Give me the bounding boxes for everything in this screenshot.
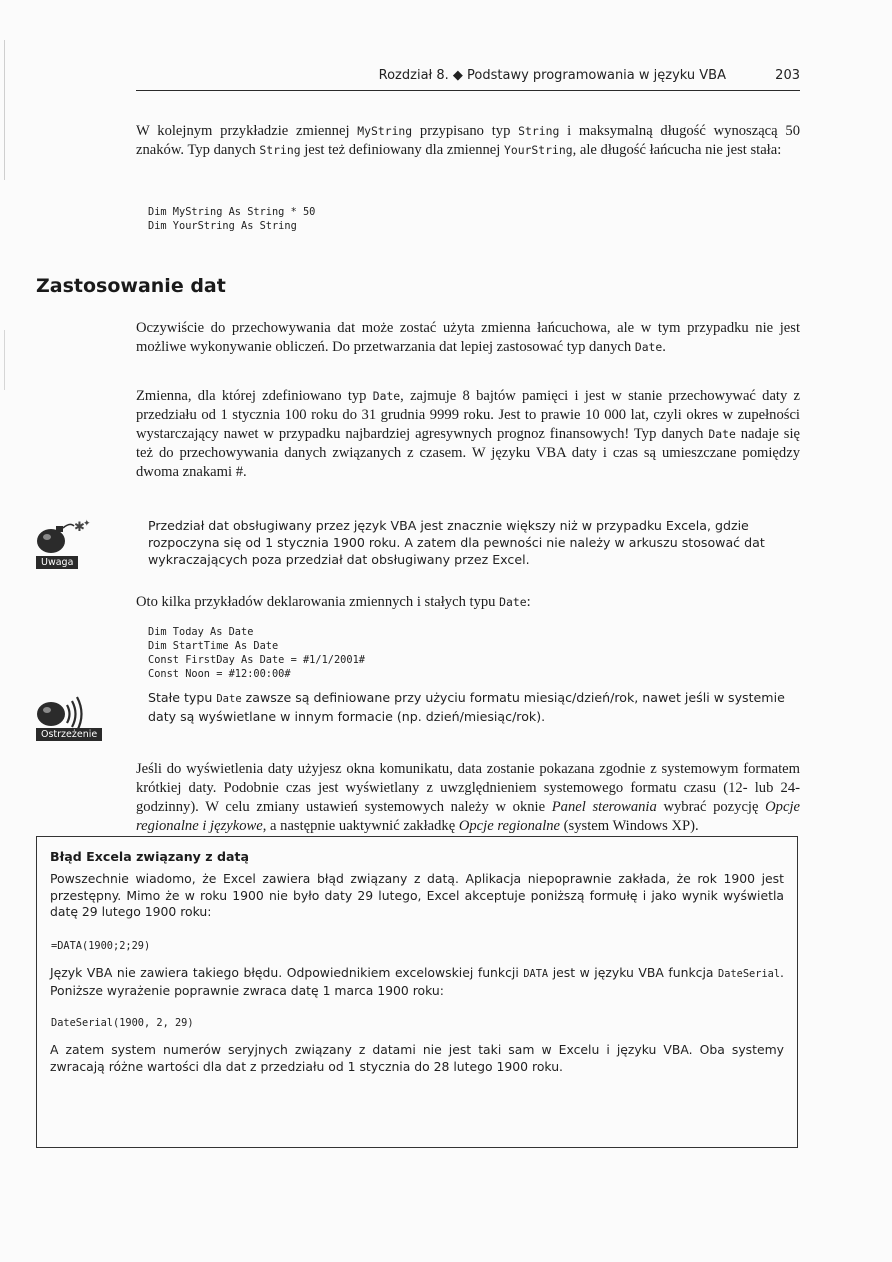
code-block-date: Dim Today As Date Dim StartTime As Date Const FirstDay As Date = #1/1/2001# Const Noon = #12:00:00# xyxy=(148,626,365,680)
note-text: Stałe typu Date zawsze są definiowane przy użyciu formatu miesiąc/dzień/rok, nawet jeśli w systemie daty są wyświetlane w innym formacie (np. dzień/miesiąc/rok). xyxy=(148,690,785,724)
page-edge-line xyxy=(4,330,5,390)
note-label: Ostrzeżenie xyxy=(36,728,102,741)
note-ostrzezenie xyxy=(36,689,800,751)
note-uwaga xyxy=(36,517,800,579)
page-edge-line xyxy=(4,40,5,180)
sidebar-paragraph: A zatem system numerów seryjnych związany z datami nie jest taki sam w Excelu i języku VBA. Oba systemy zwracają różne wartości dla dat z przedziału od 1 stycznia do 28 lutego 1900 roku. xyxy=(50,1042,784,1074)
sidebar-code: DateSerial(1900, 2, 29) xyxy=(51,1017,194,1029)
running-header xyxy=(136,64,800,91)
note-icon xyxy=(36,517,108,573)
intro-paragraph: W kolejnym przykładzie zmiennej MyString przypisano typ String i maksymalną długość wynoszącą 50 znaków. Typ danych String jest też definiowany dla zmiennej YourString, ale długość łańcucha nie jest stała: xyxy=(136,123,800,158)
page-number: 203 xyxy=(775,68,800,83)
note-icon xyxy=(36,689,108,745)
paragraph-date-range: Zmienna, dla której zdefiniowano typ Date, zajmuje 8 bajtów pamięci i jest w stanie przechowywać daty z przedziału od 1 stycznia 100 roku do 31 grudnia 9999 roku. Jest to prawie 10 000 lat, czyli okres w zupełności wystarczający nawet w przypadku najbardziej agresywnych prognoz finansowych! Typ danych Date nadaje się też do przechowywania danych związanych z czasem. W języku VBA daty i czas są umieszczane pomiędzy dwoma znakami #. xyxy=(136,388,801,480)
svg-text:✱: ✱ xyxy=(74,520,85,535)
section-heading: Zastosowanie dat xyxy=(36,275,226,297)
note-label: Uwaga xyxy=(36,556,78,569)
sidebar-title: Błąd Excela związany z datą xyxy=(50,849,250,864)
paragraph-display-format: Jeśli do wyświetlenia daty użyjesz okna komunikatu, data zostanie pokazana zgodnie z systemowym formatem krótkiej daty. Podobnie czas jest wyświetlany z uwzględnieniem systemowego formatu czasu (12- lub 24-godzinny). W celu zmiany ustawień systemowych należy w oknie Panel sterowania wybrać pozycję Opcje regionalne i językowe, a następnie uaktywnić zakładkę Opcje regionalne (system Windows XP). xyxy=(136,761,800,834)
sidebar-code: =DATA(1900;2;29) xyxy=(51,940,151,952)
paragraph-dates-intro: Oczywiście do przechowywania dat może zostać użyta zmienna łańcuchowa, ale w tym przypadku nie jest możliwe wykonywanie obliczeń. Do przetwarzania dat lepiej zastosować typ danych Date. xyxy=(136,320,800,355)
svg-text:✦: ✦ xyxy=(83,519,91,529)
sidebar-paragraph: Język VBA nie zawiera takiego błędu. Odpowiednikiem excelowskiej funkcji DATA jest w języku VBA funkcja DateSerial. Poniższe wyrażenie poprawnie zwraca datę 1 marca 1900 roku: xyxy=(50,965,784,998)
running-header-title: Rozdział 8. ◆ Podstawy programowania w języku VBA xyxy=(378,68,726,83)
code-block-string: Dim MyString As String * 50 Dim YourString As String xyxy=(148,206,316,232)
note-text: Przedział dat obsługiwany przez język VBA jest znacznie większy niż w przypadku Excela, gdzie rozpoczyna się od 1 stycznia 1900 roku. A zatem dla pewności nie należy w arkuszu stosować dat wykraczających poza przedział dat obsługiwany przez Excel. xyxy=(148,518,765,567)
paragraph-examples: Oto kilka przykładów deklarowania zmiennych i stałych typu Date: xyxy=(136,594,531,610)
sidebar-paragraph: Powszechnie wiadomo, że Excel zawiera błąd związany z datą. Aplikacja niepoprawnie zakłada, że rok 1900 jest przestępny. Mimo że w roku 1900 nie było daty 29 lutego, Excel akceptuje poniższą formułę i jako wynik wyświetla datę 29 lutego 1900 roku: xyxy=(50,871,784,919)
sidebar-box xyxy=(36,836,798,1148)
